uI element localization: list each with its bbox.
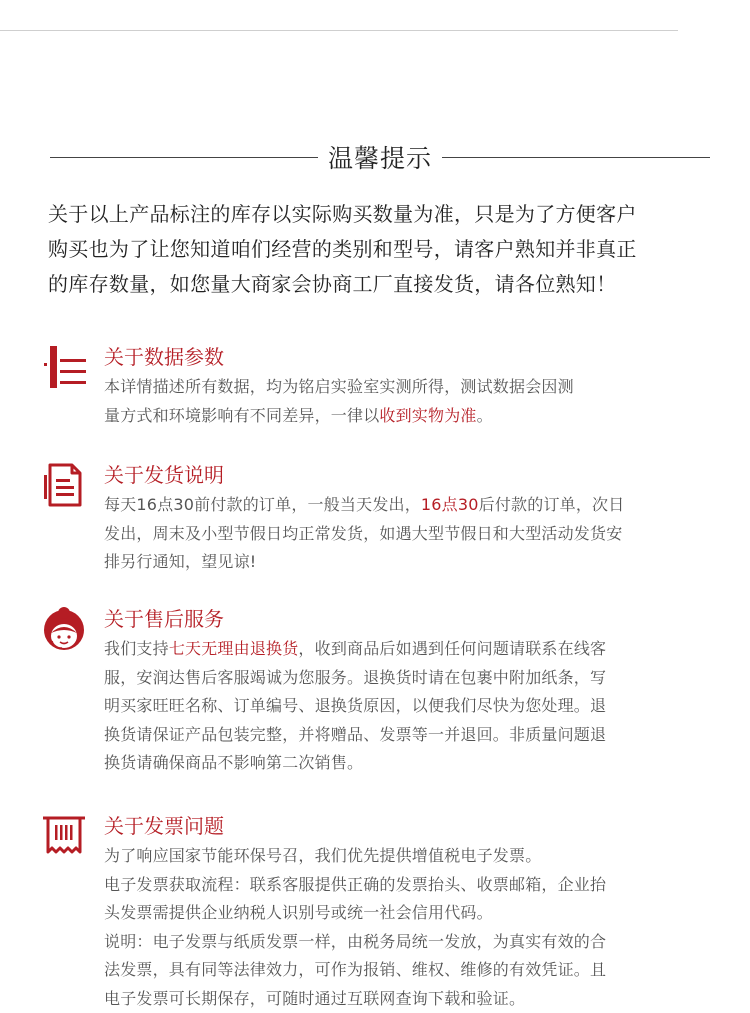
- receipt-icon: [40, 812, 88, 860]
- customer-service-icon: [40, 605, 88, 653]
- document-icon: [40, 461, 88, 509]
- body-line: 明买家旺旺名称、订单编号、退换货原因，以便我们尽快为您处理。退: [104, 692, 719, 721]
- section-title: 关于发票问题: [104, 812, 224, 840]
- text-segment: 每天16点30前付款的订单，一般当天发出，: [104, 495, 421, 514]
- body-line: [104, 402, 719, 431]
- highlight-text: 收到实物为准: [379, 406, 476, 425]
- list-icon: [40, 343, 88, 391]
- intro-line: 关于以上产品标注的库存以实际购买数量为准，只是为了方便客户: [48, 197, 713, 232]
- body-line: 说明：电子发票与纸质发票一样，由税务局统一发放，为真实有效的合: [104, 928, 719, 957]
- body-line: 换货请保证产品包装完整，并将赠品、发票等一并退回。非质量问题退: [104, 721, 719, 750]
- body-line: 换货请确保商品不影响第二次销售。: [104, 749, 719, 778]
- section-title: 关于数据参数: [104, 343, 224, 371]
- text-segment: 后付款的订单，次日: [479, 495, 625, 514]
- body-line: [104, 491, 719, 520]
- intro-line: 的库存数量，如您量大商家会协商工厂直接发货，请各位熟知！: [48, 267, 713, 302]
- body-line: 法发票，具有同等法律效力，可作为报销、维权、维修的有效凭证。且: [104, 956, 719, 985]
- intro-line: 购买也为了让您知道咱们经营的类别和型号，请客户熟知并非真正: [48, 232, 713, 267]
- body-line: 本详情描述所有数据，均为铭启实验室实测所得，测试数据会因测: [104, 373, 719, 402]
- text-segment: 我们支持: [104, 639, 169, 658]
- text-segment: ，收到商品后如遇到任何问题请联系在线客: [298, 639, 606, 658]
- section-body: [104, 373, 719, 430]
- body-line: 服，安润达售后客服竭诚为您服务。退换货时请在包裹中附加纸条，写: [104, 664, 719, 693]
- body-line: 为了响应国家节能环保号召，我们优先提供增值税电子发票。: [104, 842, 719, 871]
- section-title: 关于发货说明: [104, 461, 224, 489]
- top-divider: [0, 30, 678, 31]
- body-line: 电子发票可长期保存，可随时通过互联网查询下载和验证。: [104, 985, 719, 1013]
- text-segment: 量方式和环境影响有不同差异，一律以: [104, 406, 379, 425]
- highlight-text: 16点30: [421, 495, 479, 514]
- body-line: 发出，周末及小型节假日均正常发货，如遇大型节假日和大型活动发货安: [104, 520, 719, 549]
- highlight-text: 七天无理由退换货: [169, 639, 299, 658]
- section-body: [104, 635, 719, 778]
- text-segment: 。: [477, 406, 493, 425]
- notice-intro: [48, 197, 713, 302]
- body-line: [104, 635, 719, 664]
- notice-title: 温馨提示: [318, 139, 442, 175]
- notice-title-row: [50, 137, 710, 177]
- body-line: 电子发票获取流程：联系客服提供正确的发票抬头、收票邮箱，企业抬: [104, 871, 719, 900]
- body-line: 头发票需提供企业纳税人识别号或统一社会信用代码。: [104, 899, 719, 928]
- section-body: [104, 842, 719, 1013]
- title-rule-left: [50, 157, 318, 158]
- title-rule-right: [442, 157, 710, 158]
- body-line: 排另行通知，望见谅!: [104, 548, 719, 577]
- section-body: [104, 491, 719, 577]
- section-title: 关于售后服务: [104, 605, 224, 633]
